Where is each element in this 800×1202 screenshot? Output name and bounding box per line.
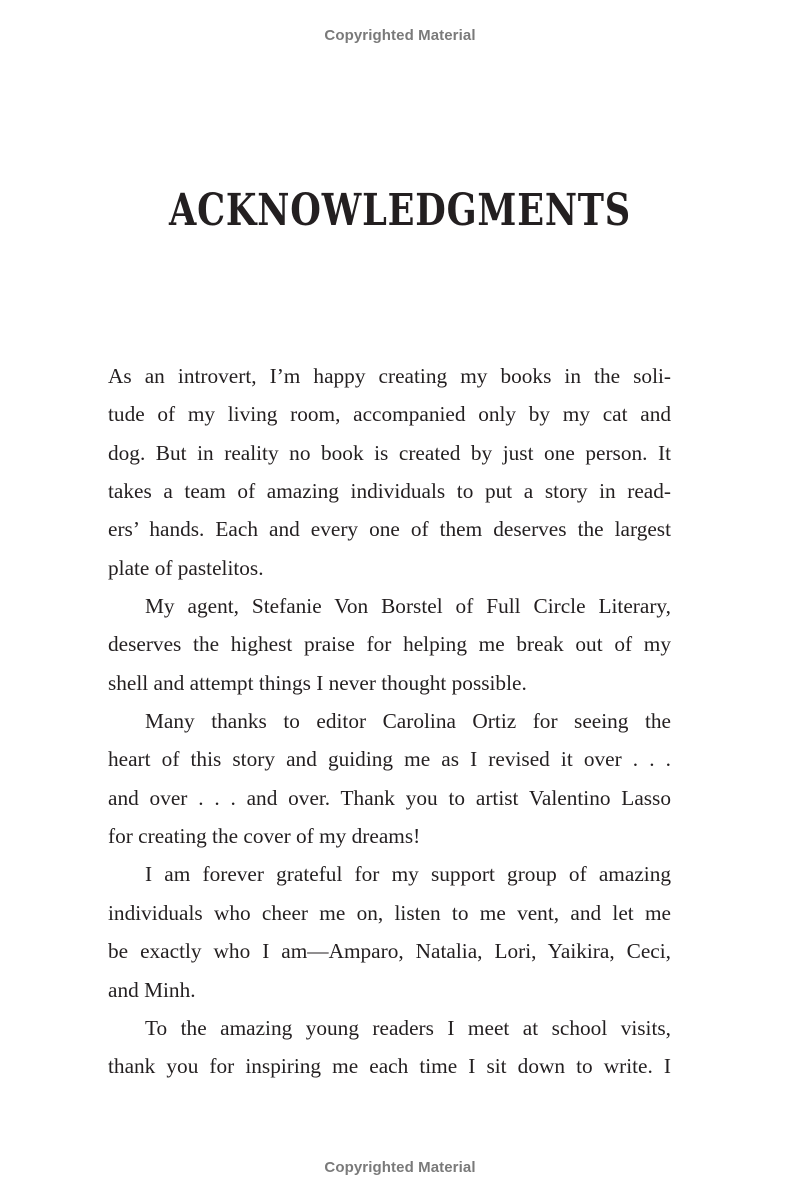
paragraph-3: [108, 702, 671, 855]
text-line: I am forever grateful for my support group of amazing: [145, 862, 671, 887]
text-line: and Minh.: [108, 977, 196, 1002]
text-line: deserves the highest praise for helping me break out of my: [108, 632, 671, 657]
copyright-watermark-bottom: Copyrighted Material: [324, 1159, 476, 1176]
text-line: ers’ hands. Each and every one of them deserves the largest: [108, 517, 671, 542]
text-line: and over . . . and over. Thank you to artist Valentino Lasso: [108, 785, 671, 810]
paragraph-1: [108, 357, 671, 587]
text-line: To the amazing young readers I meet at school visits,: [145, 1015, 671, 1040]
text-line: plate of pastelitos.: [108, 555, 264, 580]
text-line: individuals who cheer me on, listen to me vent, and let me: [108, 900, 671, 925]
text-line: tude of my living room, accompanied only by my cat and: [108, 402, 671, 427]
chapter-title: ACKNOWLEDGMENTS: [168, 185, 632, 236]
text-line: for creating the cover of my dreams!: [108, 824, 421, 849]
text-line: dog. But in reality no book is created by just one person. It: [108, 440, 671, 465]
page-body: [108, 357, 671, 1086]
copyright-watermark-top: Copyrighted Material: [324, 27, 476, 44]
paragraph-5: [108, 1009, 671, 1086]
paragraph-2: [108, 587, 671, 702]
text-line: Many thanks to editor Carolina Ortiz for seeing the: [145, 709, 671, 734]
text-line: be exactly who I am—Amparo, Natalia, Lori, Yaikira, Ceci,: [108, 939, 671, 964]
text-line: shell and attempt things I never thought possible.: [108, 670, 527, 695]
text-line: heart of this story and guiding me as I revised it over . . .: [108, 747, 671, 772]
text-line: As an introvert, I’m happy creating my books in the soli-: [108, 364, 671, 388]
text-line: thank you for inspiring me each time I sit down to write. I: [108, 1054, 671, 1079]
text-line: takes a team of amazing individuals to put a story in read-: [108, 479, 671, 504]
text-line: My agent, Stefanie Von Borstel of Full Circle Literary,: [145, 594, 671, 619]
paragraph-4: [108, 855, 671, 1008]
